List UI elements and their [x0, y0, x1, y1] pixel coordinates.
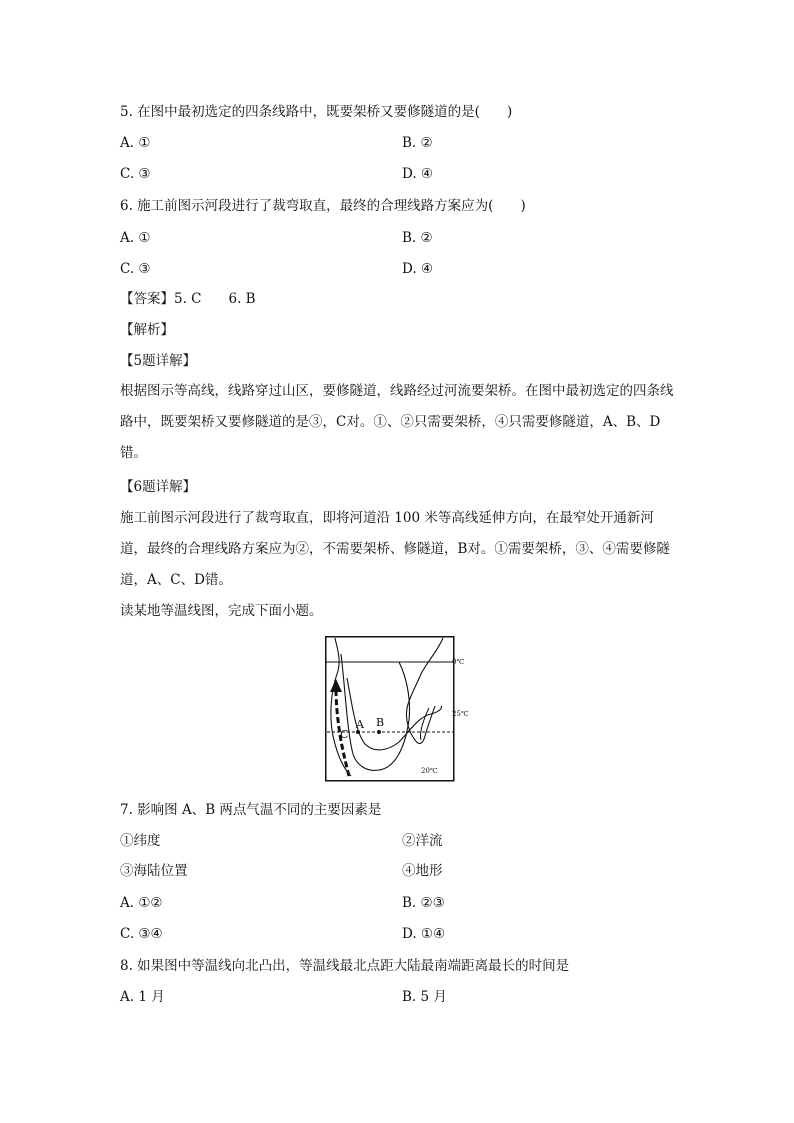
q6-detail-heading: 【6题详解】 [120, 479, 197, 495]
q6-stem: 6. 施工前图示河段进行了裁弯取直，最终的合理线路方案应为( ) [120, 198, 526, 214]
q7-factor-4: ④地形 [402, 863, 443, 879]
label-20c: 20℃ [421, 767, 438, 775]
map-intro: 读某地等温线图，完成下面小题。 [120, 603, 323, 619]
q6-option-c: C. ③ [120, 261, 151, 277]
q6-option-d: D. ④ [402, 261, 434, 277]
q6-option-a: A. ① [120, 230, 151, 246]
q7-option-b: B. ②③ [402, 895, 445, 911]
q5-detail-heading: 【5题详解】 [120, 353, 197, 369]
analysis-heading: 【解析】 [120, 322, 174, 338]
arrow-head-icon [330, 679, 342, 692]
q8-option-a: A. 1 月 [120, 989, 165, 1005]
q7-factor-3: ③海陆位置 [120, 863, 188, 879]
q7-stem: 7. 影响图 A、B 两点气温不同的主要因素是 [120, 802, 382, 818]
point-a-label: A [356, 718, 364, 731]
q8-option-b: B. 5 月 [402, 989, 447, 1005]
q5-option-b: B. ② [402, 135, 433, 151]
label-0c: 0℃ [452, 658, 465, 666]
q7-factor-2: ②洋流 [402, 833, 443, 849]
point-b-label: B [376, 716, 385, 729]
q5-option-a: A. ① [120, 135, 151, 151]
isotherm-map [325, 636, 469, 782]
q6-detail-text: 施工前图示河段进行了裁弯取直，即将河道沿 100 米等高线延伸方向，在最窄处开通新河道，最终的合理线路方案应为②，不需要架桥、修隧道，B对。①需要架桥，③、④需要修隧道，A、C、D错。 [120, 510, 670, 588]
coastline-left [331, 638, 351, 776]
point-c-label: C [340, 728, 349, 741]
q5-stem: 5. 在图中最初选定的四条线路中，既要架桥又要修隧道的是( ) [120, 104, 513, 120]
answer-line: 【答案】5. C 6. B [120, 291, 256, 307]
q7-option-c: C. ③④ [120, 926, 163, 942]
label-25c: 25℃ [452, 710, 469, 718]
q7-option-a: A. ①② [120, 895, 163, 911]
q6-option-b: B. ② [402, 230, 433, 246]
isotherm-20c [341, 654, 410, 770]
point-b-dot [377, 730, 381, 734]
q5-detail-text: 根据图示等高线，线路穿过山区，要修隧道，线路经过河流要架桥。在图中最初选定的四条线路中，既要架桥又要修隧道的是③，C对。①、②只需要架桥，④只需要修隧道，A、B、D错。 [120, 383, 674, 461]
q5-option-d: D. ④ [402, 166, 434, 182]
q8-stem: 8. 如果图中等温线向北凸出，等温线最北点距大陆最南端距离最长的时间是 [120, 958, 570, 974]
q7-option-d: D. ①④ [402, 926, 446, 942]
q7-factor-1: ①纬度 [120, 833, 161, 849]
isotherm-25c [347, 678, 442, 750]
q5-option-c: C. ③ [120, 166, 151, 182]
